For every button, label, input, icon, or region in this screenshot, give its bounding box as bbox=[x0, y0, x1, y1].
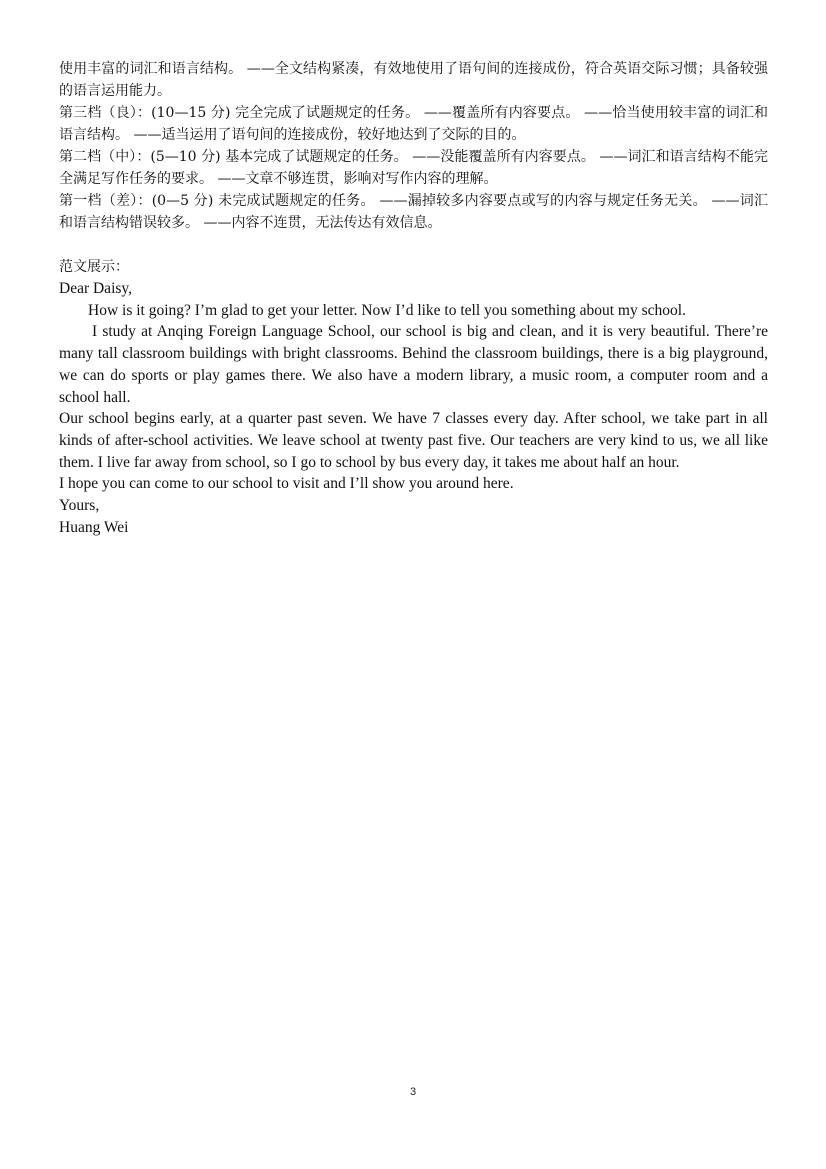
letter-signature: Huang Wei bbox=[59, 518, 129, 536]
rubric-grade-1: 第一档（差）：(0—5 分) 未完成试题规定的任务。 ——漏掉较多内容要点或写的内容与规定任务无关。 ——词汇和语言结构错误较多。 ——内容不连贯，无法传达有效信息。 bbox=[59, 193, 768, 231]
section-spacer bbox=[59, 234, 768, 256]
rubric-grade-2: 第二档（中）：(5—10 分) 基本完成了试题规定的任务。 ——没能覆盖所有内容要点。 ——词汇和语言结构不能完全满足写作任务的要求。 ——文章不够连贯，影响对写作内容的理解。 bbox=[59, 149, 768, 187]
rubric-grade-3: 第三档（良）：(10—15 分) 完全完成了试题规定的任务。 ——覆盖所有内容要点。 ——恰当使用较丰富的词汇和语言结构。 ——适当运用了语句间的连接成份，较好地达到了交际的目的。 bbox=[59, 105, 768, 143]
sample-heading: 范文展示： bbox=[59, 259, 129, 275]
rubric-top-criteria: 使用丰富的词汇和语言结构。 ——全文结构紧凑，有效地使用了语句间的连接成份，符合英语交际习惯；具备较强的语言运用能力。 bbox=[59, 61, 768, 99]
page-number: 3 bbox=[409, 1086, 417, 1098]
document-body bbox=[59, 58, 768, 538]
letter-paragraph-1: How is it going? I’m glad to get your letter. Now I’d like to tell you something about my school. bbox=[88, 301, 686, 319]
letter-paragraph-4: I hope you can come to our school to visit and I’ll show you around here. bbox=[59, 475, 514, 493]
letter-greeting: Dear Daisy, bbox=[59, 280, 133, 297]
letter-closing: Yours, bbox=[59, 497, 100, 515]
letter-paragraph-3: Our school begins early, at a quarter past seven. We have 7 classes every day. After school, we take part in all kinds of after-school activities. We leave school at twenty past five. Our teachers are very kind to us, we all like them. I live far away from school, so I go to school by bus every day, it takes me about half an hour. bbox=[59, 410, 768, 471]
letter-paragraph-2: I study at Anqing Foreign Language School, our school is big and clean, and it is very beautiful. There’re many tall classroom buildings with bright classrooms. Behind the classroom buildings, there is a big playground, we can do sports or play games there. We also have a modern library, a music room, a computer room and a school hall. bbox=[59, 323, 768, 406]
